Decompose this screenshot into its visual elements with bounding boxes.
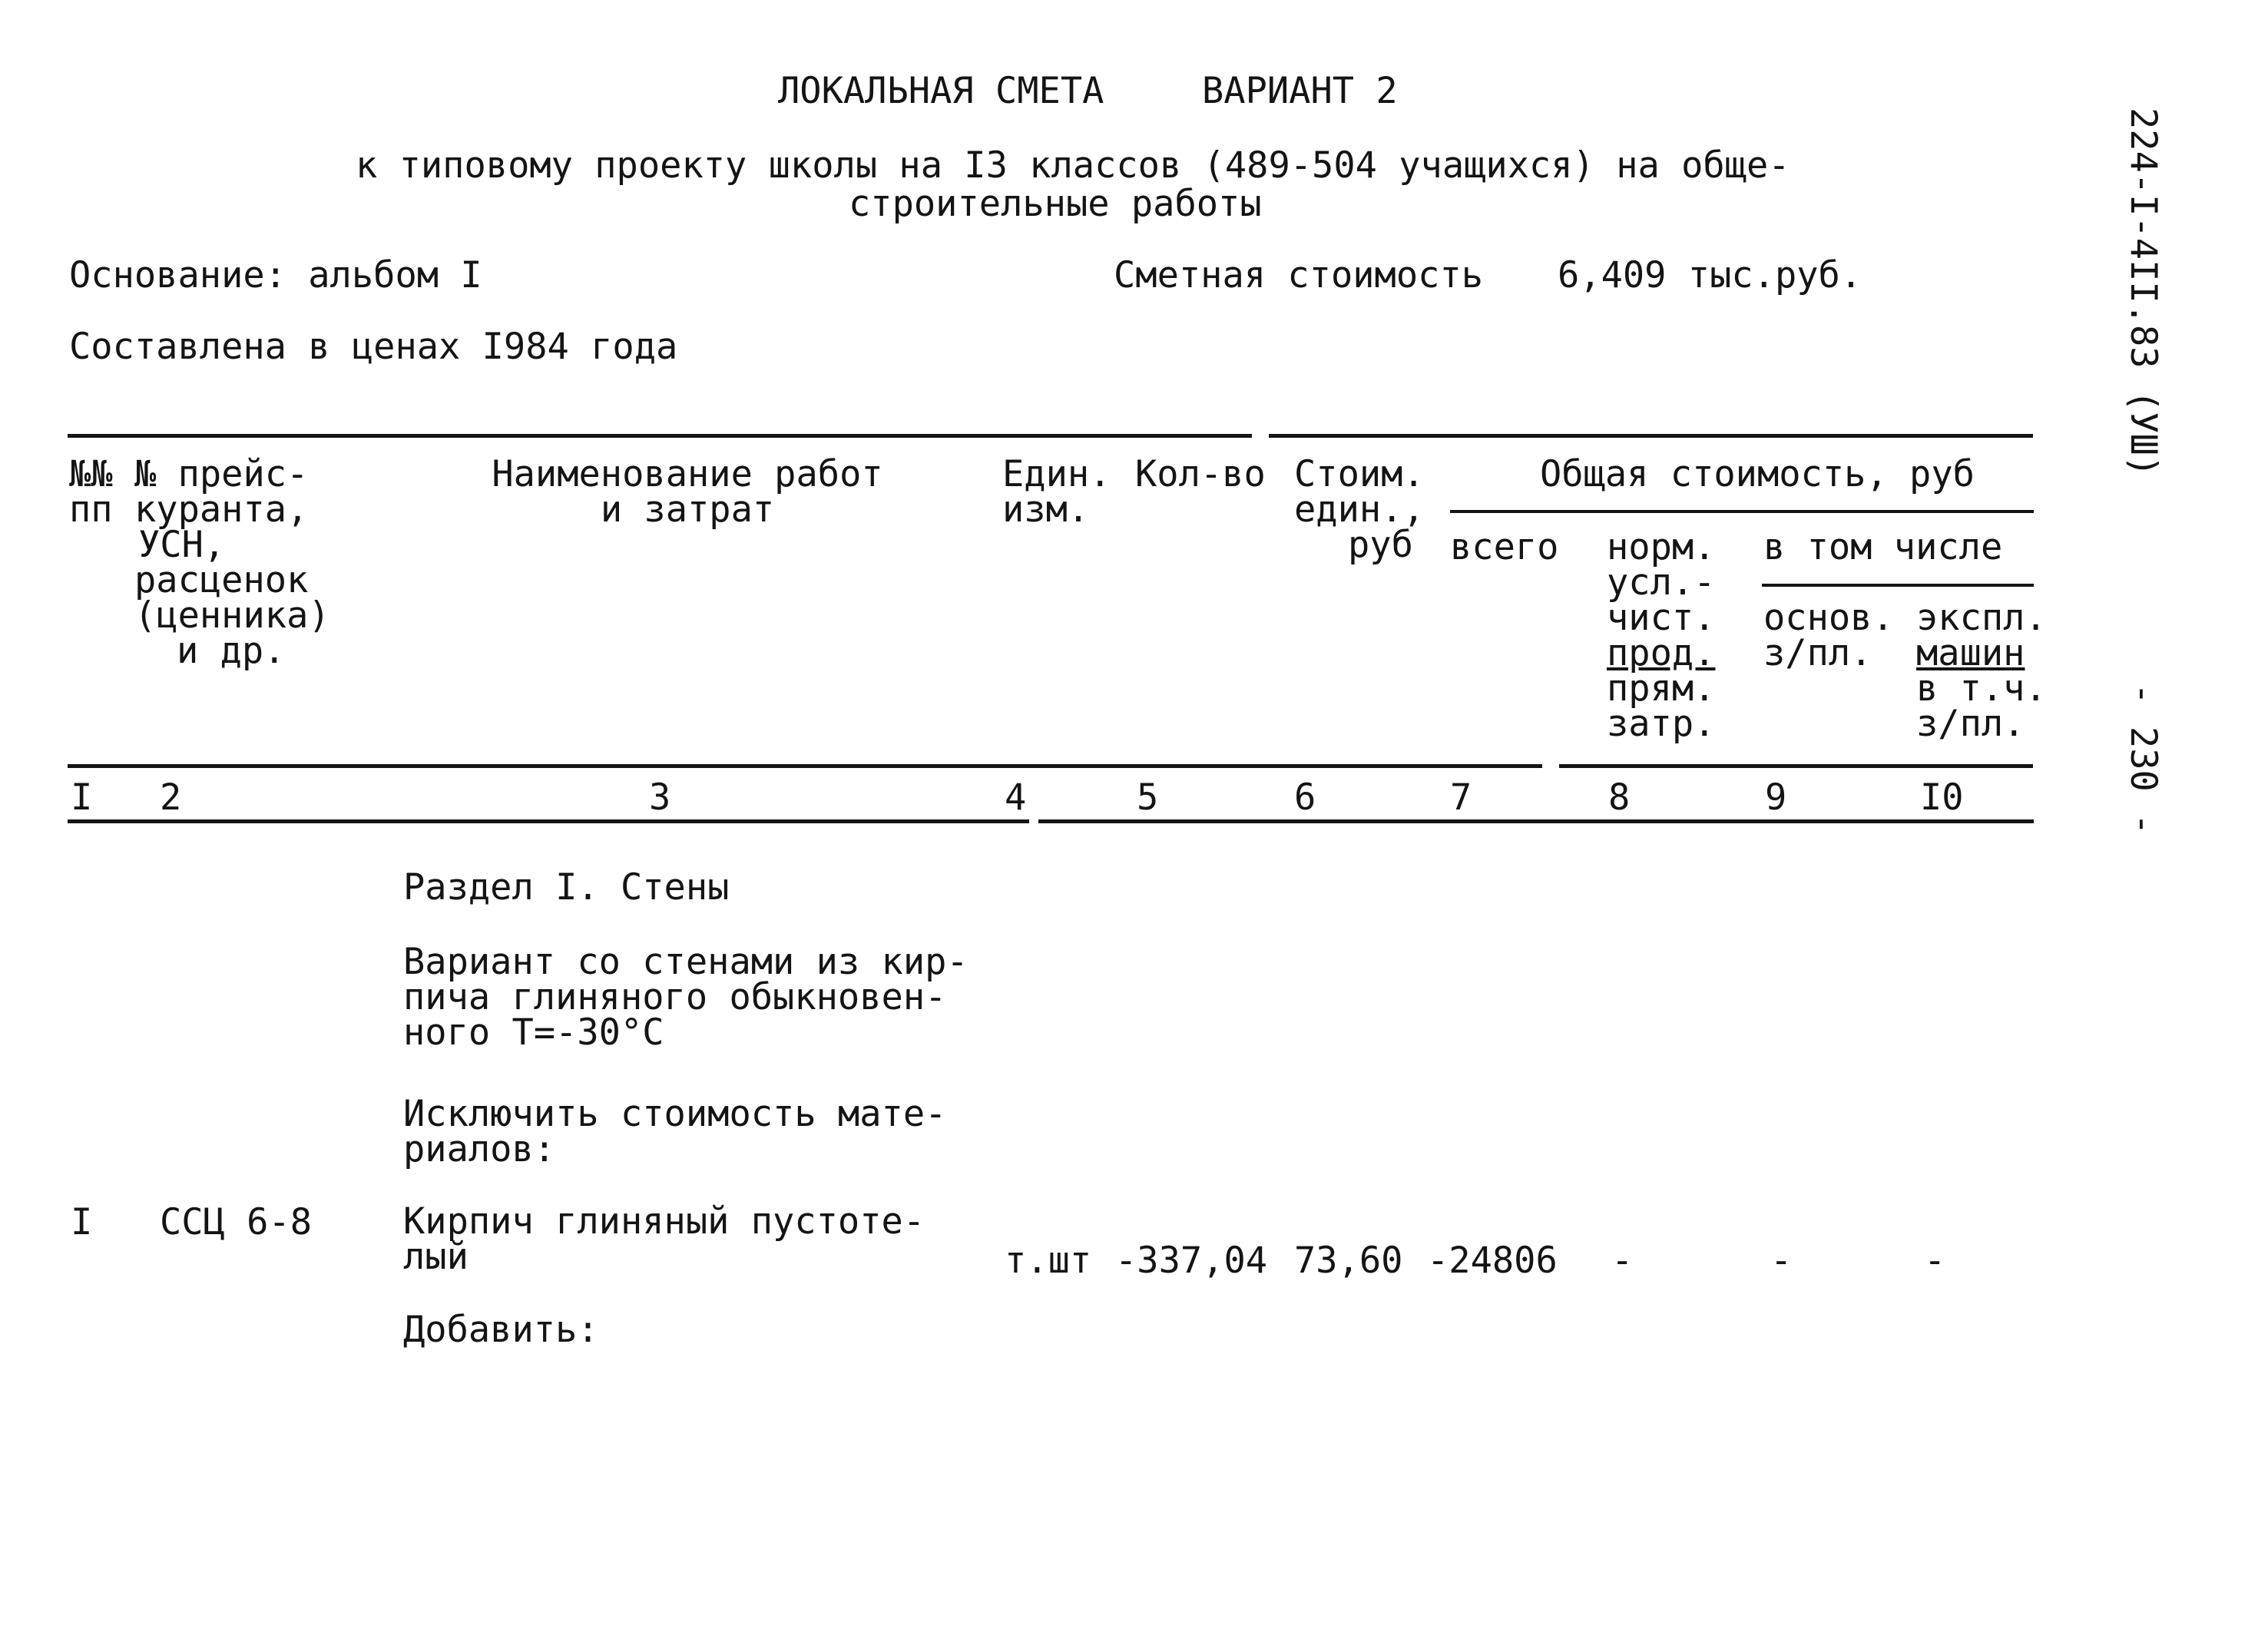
header-col8: норм. усл.- чист. прод. прям. затр. <box>1607 526 1716 745</box>
header-bottom-rule-left <box>68 764 1542 768</box>
header-col3: Наименование работ и затрат <box>492 453 883 531</box>
cost-label: Сметная стоимость <box>1114 254 1484 296</box>
header-subgroup: в том числе <box>1763 526 2003 568</box>
header-col4: Един. изм. <box>1002 453 1111 531</box>
row-col9: - <box>1770 1240 1793 1282</box>
column-number-5: 5 <box>1137 776 1159 819</box>
header-col10: экспл. машин в т.ч. з/пл. <box>1916 597 2047 745</box>
table-top-rule-left <box>68 434 1252 438</box>
header-col7: всего <box>1450 526 1559 568</box>
row-number: I <box>71 1201 93 1243</box>
section-heading: Раздел I. Стены <box>403 866 730 909</box>
variant-label: ВАРИАНТ 2 <box>1202 70 1398 112</box>
basis-text: Основание: альбом I <box>69 254 482 296</box>
column-number-4: 4 <box>1005 776 1027 819</box>
subgroup-rule <box>1762 584 2034 587</box>
header-col2: № прейс- куранта, УСН, расценок (ценника) и др. <box>134 453 330 672</box>
prices-text: Составлена в ценах I984 года <box>69 326 678 368</box>
row-unit-cost: 73,60 <box>1294 1240 1403 1282</box>
add-text: Добавить: <box>403 1309 599 1351</box>
exclude-materials-text: Исключить стоимость мате- риалов: <box>403 1093 947 1170</box>
column-number-7: 7 <box>1450 776 1472 819</box>
row-unit: т.шт <box>1005 1240 1092 1282</box>
row-col10: - <box>1924 1240 1946 1282</box>
subtitle-line-2: строительные работы <box>849 183 1262 225</box>
header-col5: Кол-во <box>1135 453 1266 495</box>
column-number-9: 9 <box>1765 776 1787 819</box>
page-number: - 230 - <box>2122 683 2164 836</box>
column-number-10: I0 <box>1920 776 1964 819</box>
side-margin-text <box>2116 108 2170 952</box>
document-code: 224-I-4II.83 (УШ) <box>2122 108 2164 478</box>
column-number-6: 6 <box>1294 776 1316 819</box>
group-rule <box>1450 510 2034 513</box>
column-number-2: 2 <box>160 776 182 819</box>
row-col8: - <box>1611 1240 1634 1282</box>
header-col6: Стоим. един., руб <box>1294 453 1425 566</box>
row-code: ССЦ 6-8 <box>160 1201 313 1243</box>
variant-description: Вариант со стенами из кир- пича глиняного обыкновен- ного Т=-30°С <box>403 941 968 1054</box>
row-name: Кирпич глиняный пустоте- лый <box>403 1200 925 1278</box>
number-row-rule-right <box>1038 819 2034 823</box>
column-number-3: 3 <box>649 776 671 819</box>
column-number-8: 8 <box>1608 776 1631 819</box>
row-total: -24806 <box>1427 1240 1558 1282</box>
table-top-rule-right <box>1269 434 2033 438</box>
header-group-total: Общая стоимость, руб <box>1540 453 1975 495</box>
document-title: ЛОКАЛЬНАЯ СМЕТА <box>778 70 1104 112</box>
subtitle-line-1: к типовому проекту школы на I3 классов (489-504 учащихся) на обще- <box>356 144 1790 187</box>
number-row-rule-left <box>68 819 1029 823</box>
row-quantity: -337,04 <box>1115 1240 1268 1282</box>
cost-value: 6,409 тыс.руб. <box>1558 254 1862 296</box>
header-col9: основ. з/пл. <box>1763 597 1894 674</box>
column-number-1: I <box>71 776 93 819</box>
header-bottom-rule-right <box>1559 764 2033 768</box>
header-col1: №№ пп <box>69 453 113 531</box>
